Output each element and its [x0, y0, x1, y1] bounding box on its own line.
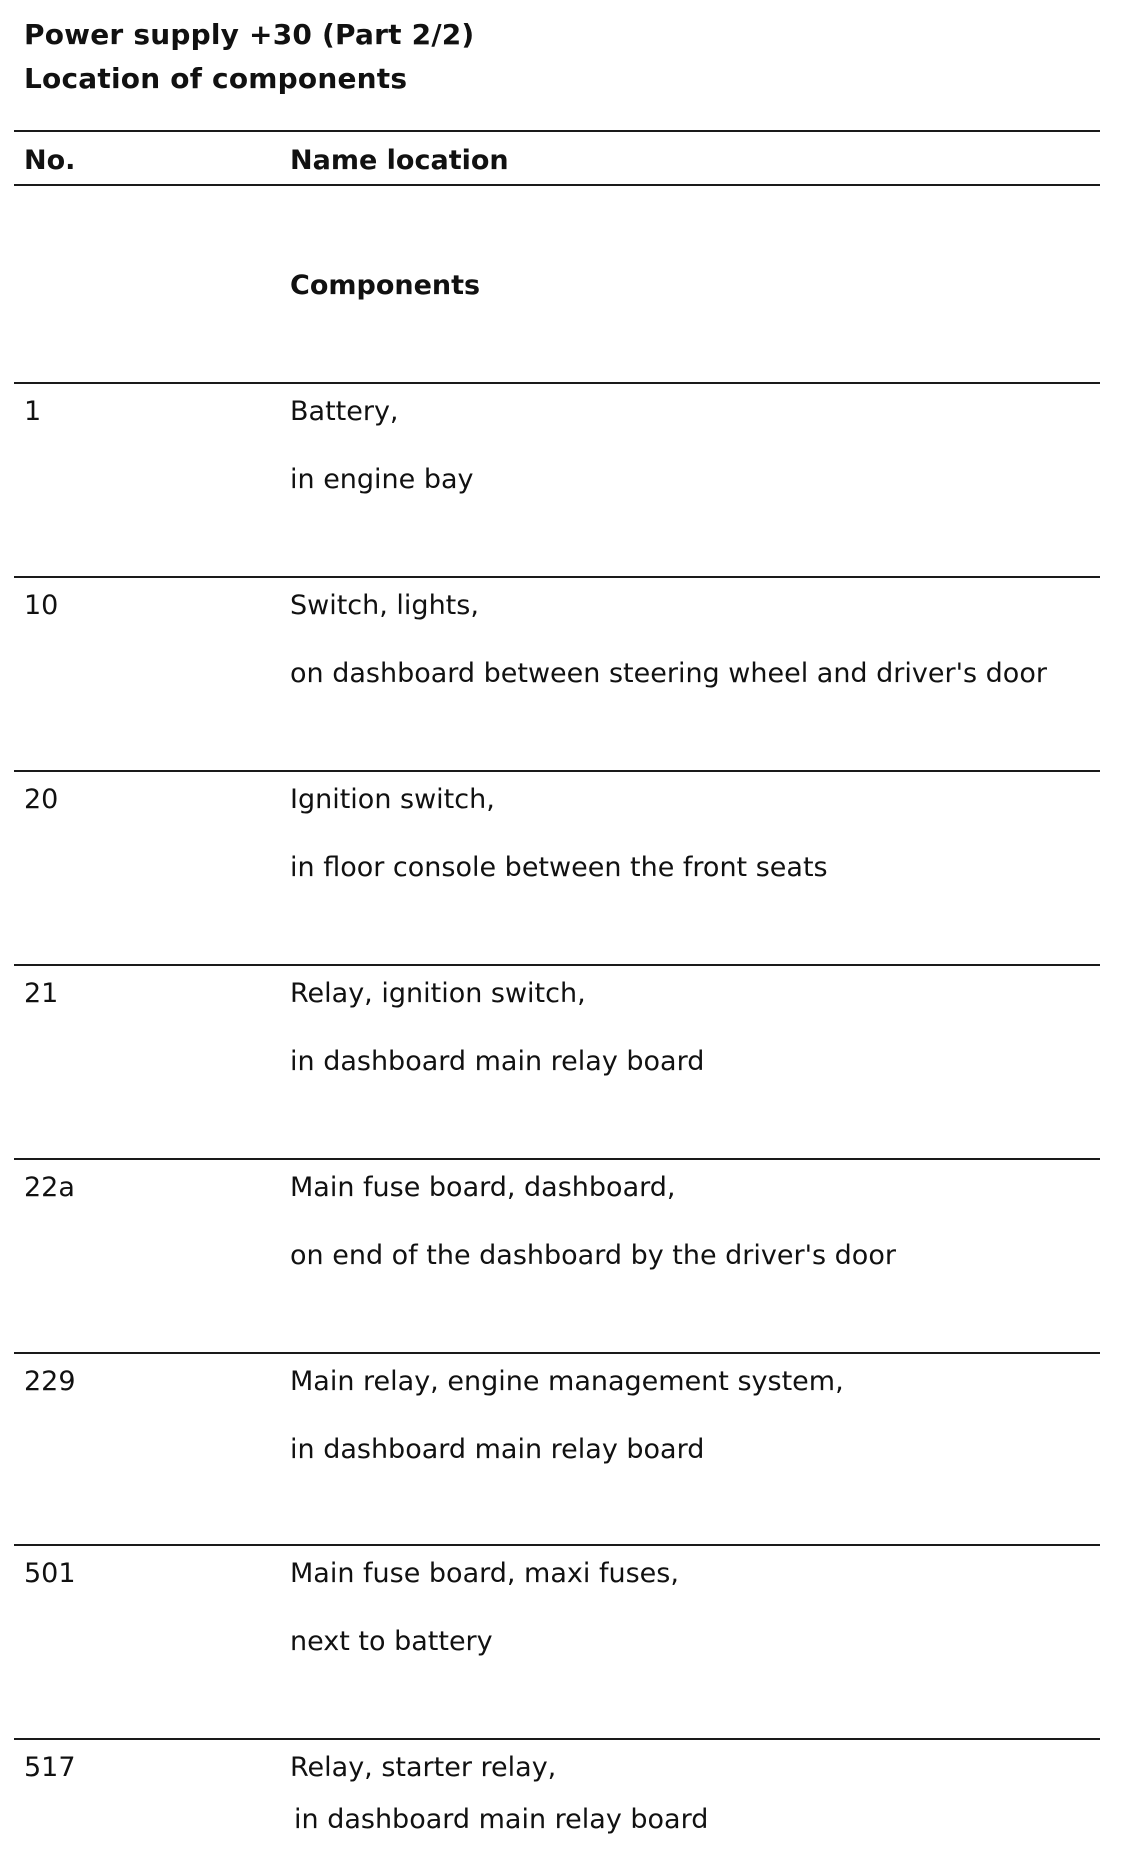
component-name: Main fuse board, dashboard,: [290, 1172, 676, 1203]
header-bottom-rule: [14, 184, 1100, 186]
component-location: on end of the dashboard by the driver's door: [290, 1240, 896, 1271]
component-name: Main fuse board, maxi fuses,: [290, 1558, 679, 1589]
component-location: in dashboard main relay board: [290, 1434, 705, 1465]
component-location: in engine bay: [290, 464, 474, 495]
component-location: in dashboard main relay board: [290, 1046, 705, 1077]
column-header-name-location: Name location: [290, 145, 509, 176]
component-name: Main relay, engine management system,: [290, 1366, 844, 1397]
row-divider: [14, 770, 1100, 772]
row-divider: [14, 576, 1100, 578]
component-name: Relay, starter relay,: [290, 1752, 557, 1783]
component-location: next to battery: [290, 1626, 493, 1657]
row-number: 10: [24, 590, 59, 621]
row-number: 21: [24, 978, 59, 1009]
component-name: Relay, ignition switch,: [290, 978, 586, 1009]
row-number: 517: [24, 1752, 76, 1783]
row-number: 22a: [24, 1172, 75, 1203]
component-location: in floor console between the front seats: [290, 852, 828, 883]
component-name: Battery,: [290, 396, 399, 427]
row-divider: [14, 1738, 1100, 1740]
table-top-rule: [14, 130, 1100, 132]
row-divider: [14, 964, 1100, 966]
component-name: Ignition switch,: [290, 784, 495, 815]
component-location: on dashboard between steering wheel and driver's door: [290, 658, 1047, 689]
section-label-components: Components: [290, 270, 481, 301]
component-name: Switch, lights,: [290, 590, 479, 621]
row-number: 229: [24, 1366, 76, 1397]
row-number: 20: [24, 784, 59, 815]
row-number: 1: [24, 396, 42, 427]
row-divider: [14, 1544, 1100, 1546]
column-header-no: No.: [24, 145, 76, 176]
document-subtitle: Location of components: [24, 62, 408, 95]
row-number: 501: [24, 1558, 76, 1589]
row-divider: [14, 1352, 1100, 1354]
document-title: Power supply +30 (Part 2/2): [24, 18, 475, 51]
row-divider: [14, 382, 1100, 384]
component-location: in dashboard main relay board: [294, 1804, 709, 1835]
row-divider: [14, 1158, 1100, 1160]
